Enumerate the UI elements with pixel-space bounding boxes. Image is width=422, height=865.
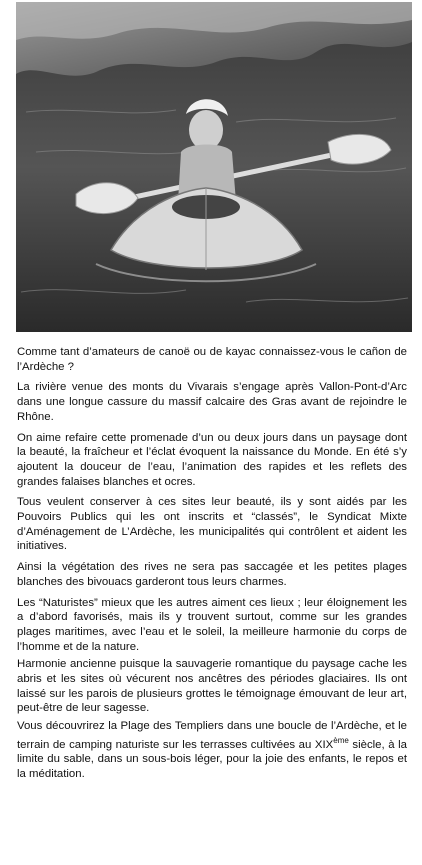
paragraph-naturistes: Les “Naturistes” mieux que les autres aiment ces lieux ; leur éloignement les a d’abord favorisés, mais ils y trouvent surtout, comme sur les grandes plages maritimes, avec l’eau et le soleil, la meilleure harmonie du corps de l’homme et de la nature. xyxy=(17,596,407,653)
paragraph-templiers xyxy=(17,719,407,782)
kayak-photo xyxy=(16,2,412,332)
paragraph-promenade: On aime refaire cette promenade d’un ou deux jours dans un paysage dont la beauté, la fraîcheur et l’éclat évoquent la naissance du Monde. En été s’y ajoutent la douceur de l’eau, l’animation des rapides et les reflets des grandes falaises blanches et ocres. xyxy=(17,431,407,488)
kayak-photo-illustration xyxy=(16,2,412,332)
paragraph-intro: Comme tant d’amateurs de canoë ou de kayac connaissez-vous le cañon de l’Ardèche ? xyxy=(17,346,407,373)
paragraph-vegetation: Ainsi la végétation des rives ne sera pas saccagée et les petites plages blanches des bivouacs garderont tous leurs charmes. xyxy=(17,561,407,588)
templiers-text-after: siècle, à la limite du sable, dans un sous-bois léger, pour la joie des enfants, le repos et la méditation. xyxy=(17,738,407,781)
article-body xyxy=(17,345,407,788)
paragraph-harmonie: Harmonie ancienne puisque la sauvagerie romantique du paysage cache les abris et les sites où vécurent nos ancêtres des périodes glaciaires. Ils ont laissé sur les parois de plusieurs grottes le témoignage émouvant de leur art, peut-être de leur sagesse. xyxy=(17,658,407,715)
paragraph-river: La rivière venue des monts du Vivarais s’engage après Vallon-Pont-d’Arc dans une longue cassure du massif calcaire des Gras avant de rejoindre le Rhône. xyxy=(17,381,407,423)
templiers-text-before: Vous découvrirez la Plage des Templiers dans une boucle de l’Ardèche, et le terrain de camping naturiste sur les terrasses cultivées au XIX xyxy=(17,720,407,751)
templiers-superscript: ème xyxy=(333,735,349,745)
paragraph-conservation: Tous veulent conserver à ces sites leur beauté, ils y sont aidés par les Pouvoirs Publics qui les ont inscrits et “classés”, le Syndicat Mixte d’Aménagement de L’Ardèche, les municipalités qui contrôlent et aident les initiatives. xyxy=(17,496,407,553)
